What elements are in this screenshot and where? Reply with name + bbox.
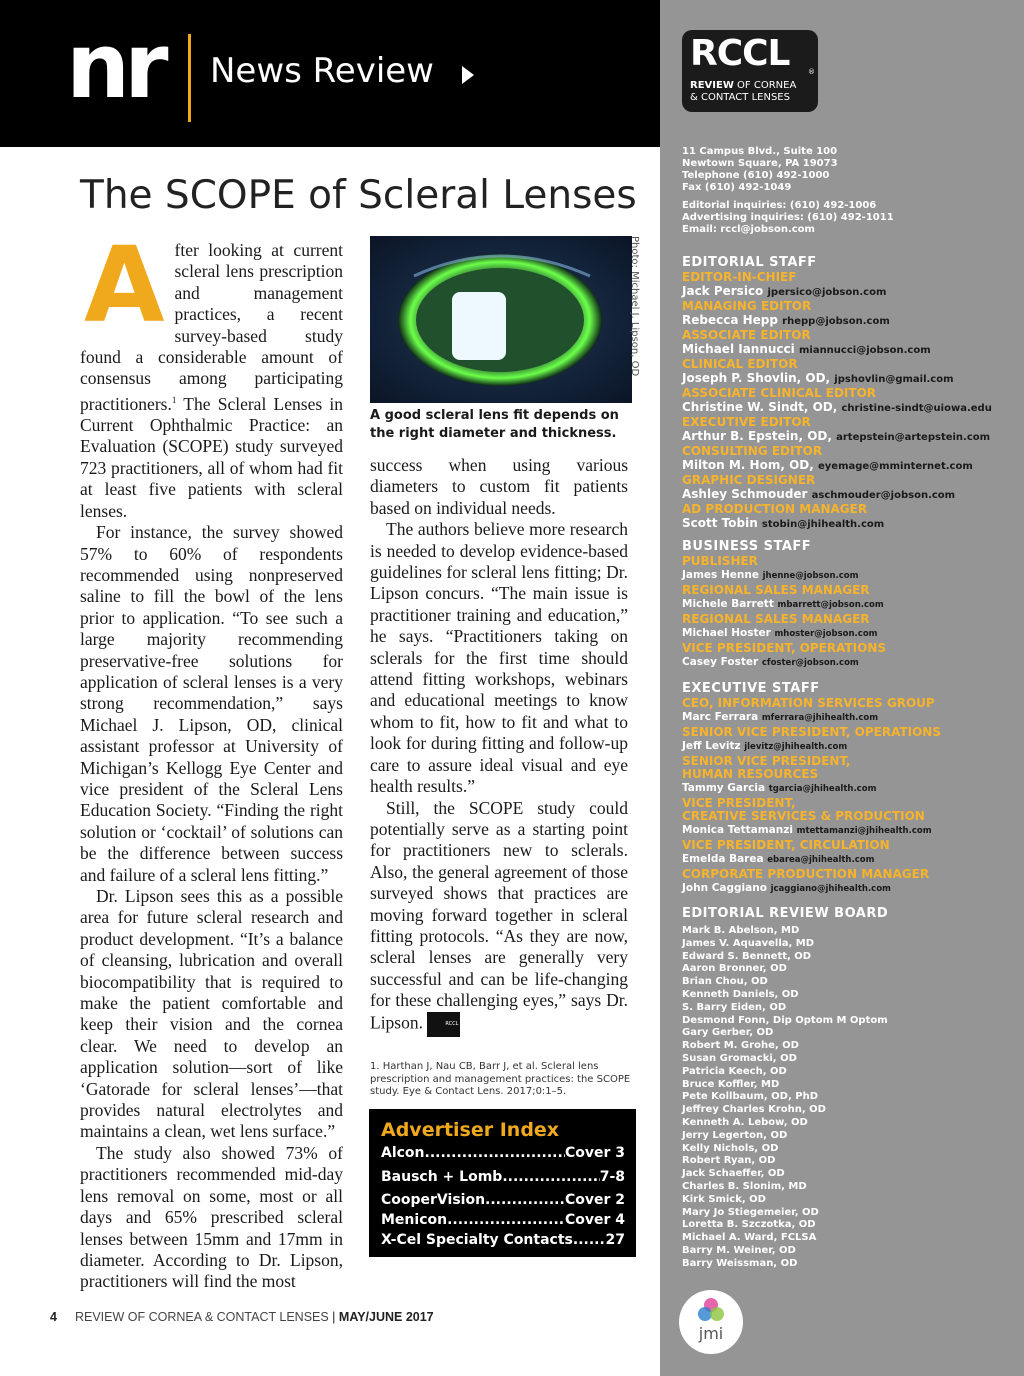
staff-email: mbarrett@jobson.com bbox=[777, 600, 884, 610]
staff-member: John Caggiano jcaggiano@jhihealth.com bbox=[682, 882, 891, 894]
board-member: Barry Weissman, OD bbox=[682, 1257, 798, 1269]
board-member: Mary Jo Stiegemeier, OD bbox=[682, 1206, 819, 1218]
staff-email: rhepp@jobson.com bbox=[782, 316, 890, 327]
staff-role: ASSOCIATE CLINICAL EDITOR bbox=[682, 386, 877, 400]
staff-member: Rebecca Hepp rhepp@jobson.com bbox=[682, 313, 890, 327]
rccl-subtitle-1: REVIEW OF CORNEA bbox=[690, 80, 797, 91]
board-member: Mark B. Abelson, MD bbox=[682, 925, 800, 936]
staff-email: jcaggiano@jhihealth.com bbox=[770, 884, 891, 894]
header-divider bbox=[188, 34, 191, 122]
staff-role: CONSULTING EDITOR bbox=[682, 444, 823, 458]
staff-member: Joseph P. Shovlin, OD, jpshovlin@gmail.com bbox=[682, 371, 954, 385]
board-member: Robert M. Grohe, OD bbox=[682, 1040, 799, 1052]
article-column-1 bbox=[80, 224, 343, 1293]
article-column-2 bbox=[370, 455, 628, 1037]
board-member: S. Barry Eiden, OD bbox=[682, 1001, 787, 1013]
staff-email: miannucci@jobson.com bbox=[798, 345, 931, 356]
page-number: 4 bbox=[50, 1310, 57, 1324]
contact-info bbox=[682, 146, 1012, 236]
staff-member: Emelda Barea ebarea@jhihealth.com bbox=[682, 853, 875, 865]
drop-cap: A bbox=[84, 224, 165, 346]
staff-member: Monica Tettamanzi mtettamanzi@jhihealth.com bbox=[682, 824, 932, 836]
address-line: Fax (610) 492-1049 bbox=[682, 182, 792, 193]
photo-caption: A good scleral lens fit depends on the right diameter and thickness. bbox=[370, 408, 619, 441]
registered-mark: ® bbox=[808, 68, 815, 76]
staff-member: Milton M. Hom, OD, eyemage@mminternet.com bbox=[682, 458, 973, 472]
staff-role: EDITOR-IN-CHIEF bbox=[682, 270, 797, 284]
staff-role: CEO, INFORMATION SERVICES GROUP bbox=[682, 696, 935, 710]
staff-role: VICE PRESIDENT, CIRCULATION bbox=[682, 838, 890, 852]
board-member: Pete Kollbaum, OD, PhD bbox=[682, 1091, 819, 1103]
executive-staff bbox=[682, 681, 1017, 897]
staff-member: Ashley Schmouder aschmouder@jobson.com bbox=[682, 487, 956, 501]
staff-email: mferrara@jhihealth.com bbox=[761, 713, 879, 723]
advertiser-row: Bausch + Lomb ..... 7-8 bbox=[381, 1169, 625, 1185]
board-member: Kenneth Daniels, OD bbox=[682, 988, 799, 1000]
paragraph: The study also showed 73% of practitioners recommended mid-day lens removal on some, most or all days and 65% prescribed scleral lenses between 15mm and 17mm in diameter. According to Dr. Lipson, practitioners will find the most bbox=[80, 1142, 343, 1292]
staff-member: Jeff Levitz jlevitz@jhihealth.com bbox=[682, 740, 848, 752]
staff-role: HUMAN RESOURCES bbox=[682, 767, 819, 781]
paragraph: For instance, the survey showed 57% to 60% of respondents recommended using nonpreserved saline to fill the bowl of the lens prior to application. “To see such a large majority recommending preservative-free solutions for application of scleral lenses is a very strong recommendation,” says Michael J. Lipson, OD, clinical assistant professor at University of Michigan’s Kellogg Eye Center and vice president of the Scleral Lens Education Society. “Finding the right solution or ‘cocktail’ of solutions can be the difference between success and failure of a scleral lens fitting.” bbox=[80, 522, 343, 885]
board-member: Bruce Koffler, MD bbox=[682, 1078, 780, 1090]
staff-email: tgarcia@jhihealth.com bbox=[768, 784, 877, 794]
staff-heading: EDITORIAL REVIEW BOARD bbox=[682, 906, 889, 921]
board-member: Brian Chou, OD bbox=[682, 976, 768, 988]
editorial-staff bbox=[682, 255, 1017, 532]
advertiser-row: CooperVision ..... Cover 2 bbox=[381, 1192, 625, 1208]
article-title: The SCOPE of Scleral Lenses bbox=[80, 173, 637, 218]
paragraph: The authors believe more research is needed to develop evidence-based guidelines for scleral lens fitting; Dr. Lipson concurs. “The main issue is practitioner training and education,” he says. “Practitioners taking on sclerals for the first time should attend fitting workshops, webinars and educational meetings to know whom to fit, how to fit and what to look for during fitting and follow-up care to assure ideal visual and eye health results.” bbox=[370, 519, 628, 797]
board-member: Patricia Keech, OD bbox=[682, 1065, 787, 1077]
board-member: Desmond Fonn, Dip Optom M Optom bbox=[682, 1014, 888, 1026]
board-member: Barry M. Weiner, OD bbox=[682, 1244, 796, 1256]
rccl-logo bbox=[682, 30, 818, 112]
staff-email: eyemage@mminternet.com bbox=[817, 461, 973, 472]
section-title: News Review bbox=[210, 51, 434, 91]
photo-credit: Photo: Michael J. Lipson, OD bbox=[629, 236, 640, 377]
staff-member: Casey Foster cfoster@jobson.com bbox=[682, 656, 859, 668]
scleral-lens-photo bbox=[370, 236, 632, 403]
publication-name: REVIEW OF CORNEA & CONTACT LENSES bbox=[74, 1310, 329, 1324]
staff-role: ASSOCIATE EDITOR bbox=[682, 328, 811, 342]
board-member: Edward S. Bennett, OD bbox=[682, 950, 812, 962]
advertiser-index-title: Advertiser Index bbox=[381, 1119, 560, 1141]
board-member: Jack Schaeffer, OD bbox=[682, 1168, 785, 1180]
board-member: Kenneth A. Lebow, OD bbox=[682, 1116, 808, 1128]
staff-member: James Henne jhenne@jobson.com bbox=[682, 569, 859, 581]
staff-email: jpshovlin@gmail.com bbox=[834, 374, 954, 385]
staff-heading: EXECUTIVE STAFF bbox=[682, 681, 820, 696]
staff-email: jlevitz@jhihealth.com bbox=[744, 742, 848, 752]
reference-note: 1. Harthan J, Nau CB, Barr J, et al. Scleral lens prescription and management practices: the SCOPE study. Eye & Contact Lens. 2017;0:1–5. bbox=[370, 1061, 631, 1097]
staff-member: Marc Ferrara mferrara@jhihealth.com bbox=[682, 711, 879, 723]
paragraph: success when using various diameters to custom fit patients based on individual needs. bbox=[370, 455, 628, 518]
inquiry-line: Editorial inquiries: (610) 492-1006 bbox=[682, 200, 877, 211]
staff-role: SENIOR VICE PRESIDENT, bbox=[682, 754, 851, 768]
board-member: Kirk Smick, OD bbox=[682, 1193, 766, 1205]
address-line: 11 Campus Blvd., Suite 100 bbox=[682, 146, 838, 157]
staff-role: CLINICAL EDITOR bbox=[682, 357, 798, 371]
staff-email: jpersico@jobson.com bbox=[767, 287, 887, 298]
staff-member: Tammy Garcia tgarcia@jhihealth.com bbox=[682, 782, 877, 794]
staff-heading: EDITORIAL STAFF bbox=[682, 255, 817, 270]
staff-role: AD PRODUCTION MANAGER bbox=[682, 502, 868, 516]
staff-heading: BUSINESS STAFF bbox=[682, 539, 812, 554]
board-member: Jeffrey Charles Krohn, OD bbox=[682, 1104, 826, 1116]
editorial-review-board bbox=[682, 906, 1017, 1271]
triangle-right-icon bbox=[462, 66, 474, 84]
staff-member: Michele Barrett mbarrett@jobson.com bbox=[682, 598, 884, 610]
jmi-logo-text: jmi bbox=[698, 1324, 724, 1343]
rccl-logo-text: RCCL bbox=[690, 33, 790, 74]
staff-role: REGIONAL SALES MANAGER bbox=[682, 583, 870, 597]
staff-role: GRAPHIC DESIGNER bbox=[682, 473, 816, 487]
address-line: Newtown Square, PA 19073 bbox=[682, 158, 838, 169]
board-member: Aaron Bronner, OD bbox=[682, 963, 787, 975]
rccl-end-mark: RCCL bbox=[427, 1012, 460, 1037]
section-header bbox=[0, 0, 660, 147]
staff-email: artepstein@artepstein.com bbox=[836, 432, 991, 443]
staff-member: Scott Tobin stobin@jhihealth.com bbox=[682, 516, 885, 530]
issue-date: MAY/JUNE 2017 bbox=[338, 1310, 434, 1324]
staff-role: REGIONAL SALES MANAGER bbox=[682, 612, 870, 626]
inquiry-line: Advertising inquiries: (610) 492-1011 bbox=[682, 212, 894, 223]
advertiser-row: Alcon ..... Cover 3 bbox=[381, 1145, 625, 1161]
staff-email: ebarea@jhihealth.com bbox=[767, 855, 875, 865]
staff-role: VICE PRESIDENT, bbox=[682, 796, 796, 810]
board-member: Michael A. Ward, FCLSA bbox=[682, 1232, 817, 1244]
advertiser-row: X-Cel Specialty Contacts ..... 27 bbox=[381, 1232, 625, 1248]
staff-role: EXECUTIVE EDITOR bbox=[682, 415, 811, 429]
paragraph: After looking at current scleral lens prescription and management practices, a recent survey-based study found a considerable amount of consensus among participating practitioners.$^1$ The Scleral Lenses in Current Ophthalmic Practice: an Evaluation (SCOPE) study surveyed 723 practitioners, all of whom had fit at least five patients with scleral lenses. bbox=[80, 224, 343, 521]
paragraph: Still, the SCOPE study could potentially serve as a starting point for practitioners new to sclerals. Also, the general agreement of those surveyed shows that practices are moving forward together in scleral fitting protocols. “As they are now, scleral lenses are generally very successful and can be life-changing for these challenging eyes,” says Dr. Lipson. RCCL bbox=[370, 798, 628, 1037]
staff-email: mhoster@jobson.com bbox=[774, 629, 878, 639]
page-footer: 4 REVIEW OF CORNEA & CONTACT LENSES | MAY/JUNE 2017 bbox=[50, 1310, 434, 1324]
address-line: Telephone (610) 492-1000 bbox=[682, 170, 830, 181]
advertiser-row: Menicon ..... Cover 4 bbox=[381, 1212, 625, 1228]
staff-role: PUBLISHER bbox=[682, 554, 758, 568]
paragraph: Dr. Lipson sees this as a possible area for future scleral research and product development. “It’s a balance of cleansing, lubrication and overall biocompatibility that is required to make the patient comfortable and keep their vision and the cornea clear. We need to develop an application solution—sort of like ‘Gatorade for scleral lenses’—that provides natural electrolytes and maintains a clean, wet lens surface.” bbox=[80, 886, 343, 1142]
staff-role: SENIOR VICE PRESIDENT, OPERATIONS bbox=[682, 725, 941, 739]
board-member: Gary Gerber, OD bbox=[682, 1027, 774, 1039]
business-staff bbox=[682, 539, 1017, 671]
board-member: Susan Gromacki, OD bbox=[682, 1052, 797, 1064]
staff-member: Michael Iannucci miannucci@jobson.com bbox=[682, 342, 931, 356]
staff-role: VICE PRESIDENT, OPERATIONS bbox=[682, 641, 887, 655]
staff-role: MANAGING EDITOR bbox=[682, 299, 812, 313]
board-member: Charles B. Slonim, MD bbox=[682, 1180, 807, 1192]
staff-email: stobin@jhihealth.com bbox=[761, 519, 885, 530]
board-member: Jerry Legerton, OD bbox=[682, 1129, 788, 1141]
staff-member: Arthur B. Epstein, OD, artepstein@artepstein.com bbox=[682, 429, 991, 443]
board-member: Loretta B. Szczotka, OD bbox=[682, 1219, 816, 1231]
board-member: Kelly Nichols, OD bbox=[682, 1142, 779, 1154]
staff-role: CORPORATE PRODUCTION MANAGER bbox=[682, 867, 930, 881]
staff-email: jhenne@jobson.com bbox=[762, 571, 859, 581]
staff-email: christine-sindt@uiowa.edu bbox=[841, 403, 992, 414]
board-member: James V. Aquavella, MD bbox=[682, 937, 815, 949]
board-member: Robert Ryan, OD bbox=[682, 1155, 776, 1167]
nr-logo: nr bbox=[66, 14, 163, 119]
jmi-logo bbox=[679, 1290, 743, 1354]
staff-member: Michael Hoster mhoster@jobson.com bbox=[682, 627, 878, 639]
staff-email: cfoster@jobson.com bbox=[761, 658, 859, 668]
rccl-subtitle-2: & CONTACT LENSES bbox=[690, 92, 790, 103]
staff-member: Christine W. Sindt, OD, christine-sindt@uiowa.edu bbox=[682, 400, 992, 414]
advertiser-index bbox=[369, 1109, 636, 1257]
staff-member: Jack Persico jpersico@jobson.com bbox=[682, 284, 887, 298]
staff-email: aschmouder@jobson.com bbox=[811, 490, 956, 501]
inquiry-line: Email: rccl@jobson.com bbox=[682, 224, 815, 235]
staff-email: mtettamanzi@jhihealth.com bbox=[796, 826, 932, 836]
staff-role: CREATIVE SERVICES & PRODUCTION bbox=[682, 809, 925, 823]
